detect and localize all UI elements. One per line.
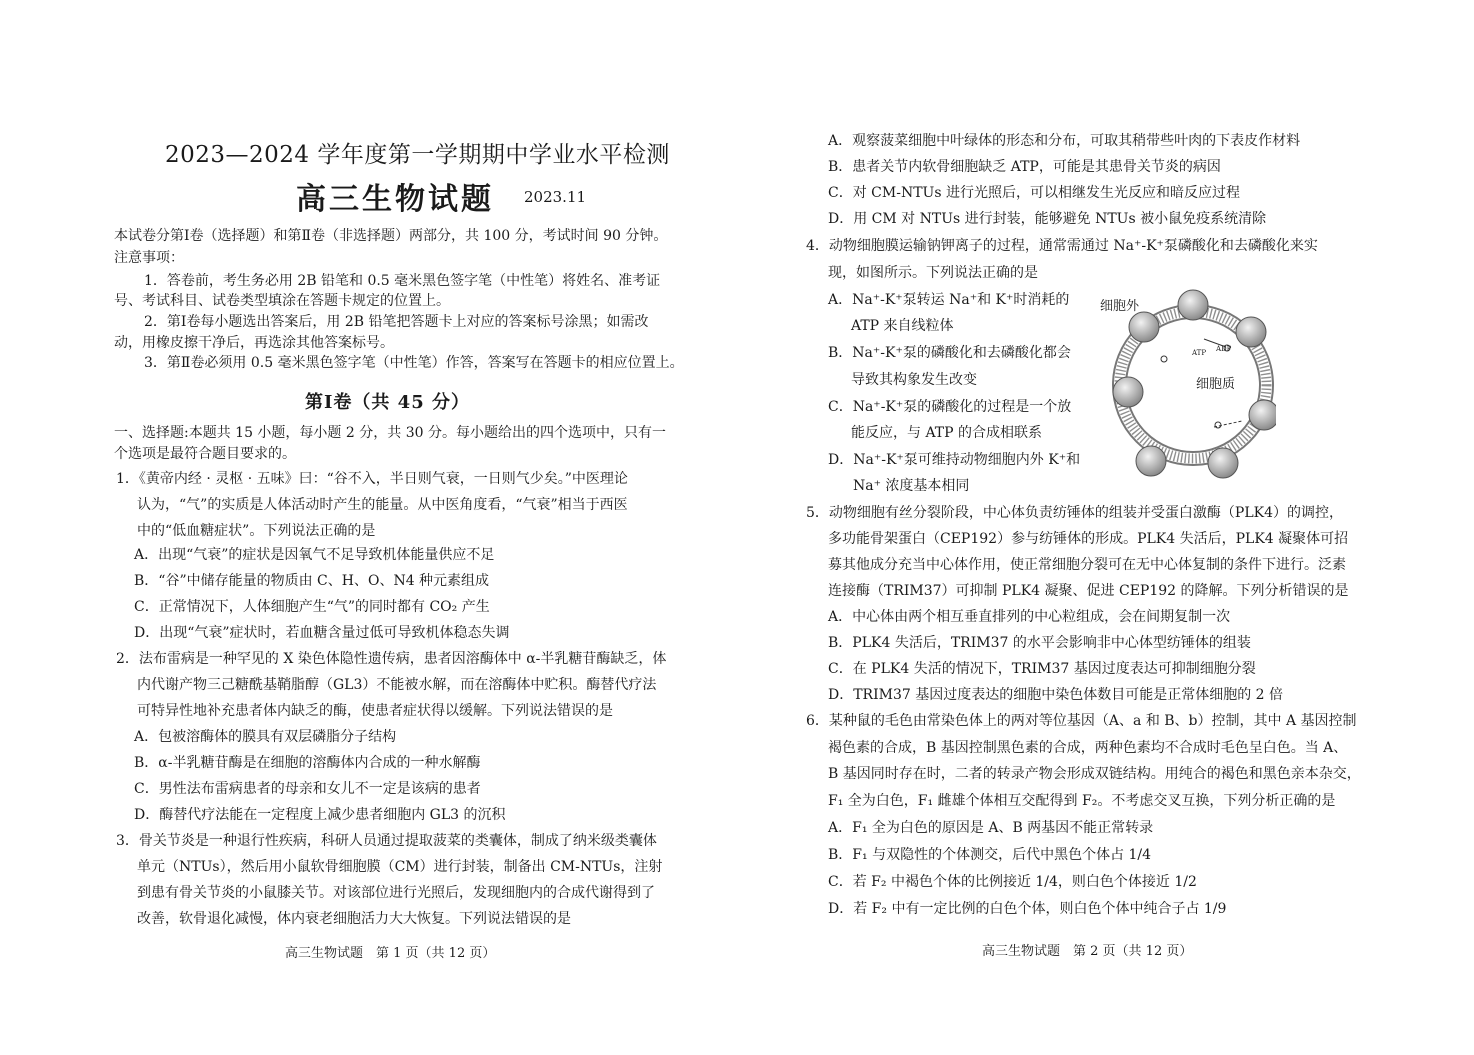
- note-line: 2．第Ⅰ卷每小题选出答案后，用 2B 铅笔把答题卡上对应的答案标号涂黑；如需改: [144, 314, 649, 330]
- q3-stem: 单元（NTUs），然后用小鼠软骨细胞膜（CM）进行封装，制备出 CM-NTUs，注射: [137, 859, 663, 875]
- q4-option-c: C．Na⁺-K⁺泵的磷酸化的过程是一个放: [828, 399, 1072, 415]
- q2-option-b: B．α-半乳糖苷酶是在细胞的溶酶体内合成的一种水解酶: [134, 755, 481, 771]
- cytoplasm-label: 细胞质: [1196, 377, 1236, 392]
- q5-option-b: B．PLK4 失活后，TRIM37 的水平会影响非中心体型纺锤体的组装: [828, 635, 1251, 651]
- q2-stem: 2．法布雷病是一种罕见的 X 染色体隐性遗传病，患者因溶酶体中 α-半乳糖苷酶缺乏，体: [116, 651, 667, 667]
- q6-option-c: C．若 F₂ 中褐色个体的比例接近 1/4，则白色个体接近 1/2: [828, 874, 1197, 890]
- pump-protein: [1208, 448, 1238, 478]
- q4-option-d-cont: Na⁺ 浓度基本相同: [853, 478, 970, 494]
- instruction-line: 一、选择题:本题共 15 小题，每小题 2 分，共 30 分。每小题给出的四个选项中，只有一: [114, 425, 666, 441]
- q5-stem: 连接酶（TRIM37）可抑制 PLK4 凝聚、促进 CEP192 的降解。下列分析错误的是: [828, 583, 1349, 599]
- q2-option-c: C．男性法布雷病患者的母亲和女儿不一定是该病的患者: [134, 781, 481, 797]
- adp-label: ADP: [1216, 345, 1232, 353]
- note-line: 号、考试科目、试卷类型填涂在答题卡规定的位置上。: [114, 293, 450, 309]
- q2-option-d: D．酶替代疗法能在一定程度上减少患者细胞内 GL3 的沉积: [134, 807, 506, 823]
- q6-option-a: A．F₁ 全为白色的原因是 A、B 两基因不能正常转录: [828, 820, 1154, 836]
- q4-option-d: D．Na⁺-K⁺泵可维持动物细胞内外 K⁺和: [828, 452, 1081, 468]
- q5-stem: 募其他成分充当中心体作用，使正常细胞分裂可在无中心体复制的条件下进行。泛素: [828, 557, 1346, 573]
- q4-stem: 4．动物细胞膜运输钠钾离子的过程，通常需通过 Na⁺-K⁺泵磷酸化和去磷酸化来实: [806, 238, 1318, 254]
- q4-option-a-cont: ATP 来自线粒体: [851, 318, 954, 334]
- pump-protein: [1136, 446, 1166, 476]
- cell-membrane-diagram: [1106, 287, 1276, 497]
- q3-option-b: B．患者关节内软骨细胞缺乏 ATP，可能是其患骨关节炎的病因: [828, 159, 1221, 175]
- q5-option-d: D．TRIM37 基因过度表达的细胞中染色体数目可能是正常体细胞的 2 倍: [828, 687, 1284, 703]
- extracellular-label: 细胞外: [1100, 299, 1140, 314]
- q1-option-d: D．出现“气衰”症状时，若血糖含量过低可导致机体稳态失调: [134, 625, 510, 641]
- intro-text: 本试卷分第Ⅰ卷（选择题）和第Ⅱ卷（非选择题）两部分，共 100 分，考试时间 90 分钟。: [114, 228, 668, 244]
- q6-stem: 褐色素的合成，B 基因控制黑色素的合成，两种色素均不合成时毛色呈白色。当 A、: [828, 740, 1348, 756]
- q4-option-b-cont: 导致其构象发生改变: [851, 372, 977, 388]
- q2-stem: 可特异性地补充患者体内缺乏的酶，使患者症状得以缓解。下列说法错误的是: [137, 703, 613, 719]
- q2-option-a: A．包被溶酶体的膜具有双层磷脂分子结构: [134, 729, 397, 745]
- q3-option-a: A．观察菠菜细胞中叶绿体的形态和分布，可取其稍带些叶肉的下表皮作材料: [828, 133, 1301, 149]
- note-line: 3．第Ⅱ卷必须用 0.5 毫米黑色签字笔（中性笔）作答，答案写在答题卡的相应位置上。: [144, 355, 684, 371]
- pump-protein: [1249, 400, 1276, 430]
- q6-stem: F₁ 全为白色，F₁ 雌雄个体相互交配得到 F₂。不考虑交叉互换，下列分析正确的是: [828, 793, 1336, 809]
- q1-option-b: B．“谷”中储存能量的物质由 C、H、O、N4 种元素组成: [134, 573, 490, 589]
- footer-left: 高三生物试题 第 1 页（共 12 页）: [285, 946, 496, 961]
- pump-protein: [1178, 290, 1208, 320]
- q6-stem: 6．某种鼠的毛色由常染色体上的两对等位基因（A、a 和 B、b）控制，其中 A 基因控制: [806, 713, 1357, 729]
- paper-date: 2023.11: [524, 188, 587, 206]
- q1-option-c: C．正常情况下，人体细胞产生“气”的同时都有 CO₂ 产生: [134, 599, 490, 615]
- q3-stem: 改善，软骨退化减慢，体内衰老细胞活力大大恢复。下列说法错误的是: [137, 911, 571, 927]
- q1-stem: 认为，“气”的实质是人体活动时产生的能量。从中医角度看，“气衰”相当于西医: [137, 497, 628, 513]
- q6-option-d: D．若 F₂ 中有一定比例的白色个体，则白色个体中纯合子占 1/9: [828, 901, 1227, 917]
- pump-protein: [1129, 312, 1159, 342]
- q3-option-c: C．对 CM-NTUs 进行光照后，可以相继发生光反应和暗反应过程: [828, 185, 1240, 201]
- note-line: 动，用橡皮擦干净后，再选涂其他答案标号。: [114, 335, 394, 351]
- footer-right: 高三生物试题 第 2 页（共 12 页）: [982, 944, 1193, 959]
- paper-title: 高三生物试题: [296, 182, 494, 217]
- instruction-line: 个选项是最符合题目要求的。: [114, 446, 296, 462]
- pump-protein: [1113, 377, 1143, 407]
- notes-heading: 注意事项：: [114, 250, 184, 266]
- q5-option-a: A．中心体由两个相互垂直排列的中心粒组成，会在间期复制一次: [828, 609, 1231, 625]
- q3-stem: 3．骨关节炎是一种退行性疾病，科研人员通过提取菠菜的类囊体，制成了纳米级类囊体: [116, 833, 657, 849]
- q4-option-b: B．Na⁺-K⁺泵的磷酸化和去磷酸化都会: [828, 345, 1071, 361]
- q1-stem: 中的“低血糖症状”。下列说法正确的是: [137, 523, 376, 539]
- q5-stem: 5．动物细胞有丝分裂阶段，中心体负责纺锤体的组装并受蛋白激酶（PLK4）的调控，: [806, 505, 1343, 521]
- pump-protein: [1236, 317, 1266, 347]
- note-line: 1．答卷前，考生务必用 2B 铅笔和 0.5 毫米黑色签字笔（中性笔）将姓名、准考证: [144, 273, 661, 289]
- section-title: 第Ⅰ卷（共 45 分）: [305, 392, 471, 413]
- q1-option-a: A．出现“气衰”的症状是因氧气不足导致机体能量供应不足: [134, 547, 495, 563]
- exam-title: 2023—2024 学年度第一学期期中学业水平检测: [165, 142, 670, 168]
- q3-option-d: D．用 CM 对 NTUs 进行封装，能够避免 NTUs 被小鼠免疫系统清除: [828, 211, 1267, 227]
- q4-stem: 现，如图所示。下列说法正确的是: [828, 265, 1038, 281]
- q4-option-a: A．Na⁺-K⁺泵转运 Na⁺和 K⁺时消耗的: [828, 292, 1070, 308]
- q6-stem: B 基因同时存在时，二者的转录产物会形成双链结构。用纯合的褐色和黑色亲本杂交，: [828, 766, 1361, 782]
- pump-figure: [1100, 287, 1276, 497]
- q5-option-c: C．在 PLK4 失活的情况下，TRIM37 基因过度表达可抑制细胞分裂: [828, 661, 1256, 677]
- q1-stem: 1．《黄帝内经 · 灵枢 · 五味》曰：“谷不入，半日则气衰，一日则气少矣。”中医理论: [116, 471, 628, 487]
- q4-option-c-cont: 能反应，与 ATP 的合成相联系: [851, 425, 1043, 441]
- q2-stem: 内代谢产物三己糖酰基鞘脂醇（GL3）不能被水解，而在溶酶体中贮积。酶替代疗法: [137, 677, 657, 693]
- q6-option-b: B．F₁ 与双隐性的个体测交，后代中黑色个体占 1/4: [828, 847, 1152, 863]
- q3-stem: 到患有骨关节炎的小鼠膝关节。对该部位进行光照后，发现细胞内的合成代谢得到了: [137, 885, 655, 901]
- q5-stem: 多功能骨架蛋白（CEP192）参与纺锤体的形成。PLK4 失活后，PLK4 凝聚体可招: [828, 531, 1349, 547]
- atp-label: ATP: [1192, 349, 1207, 357]
